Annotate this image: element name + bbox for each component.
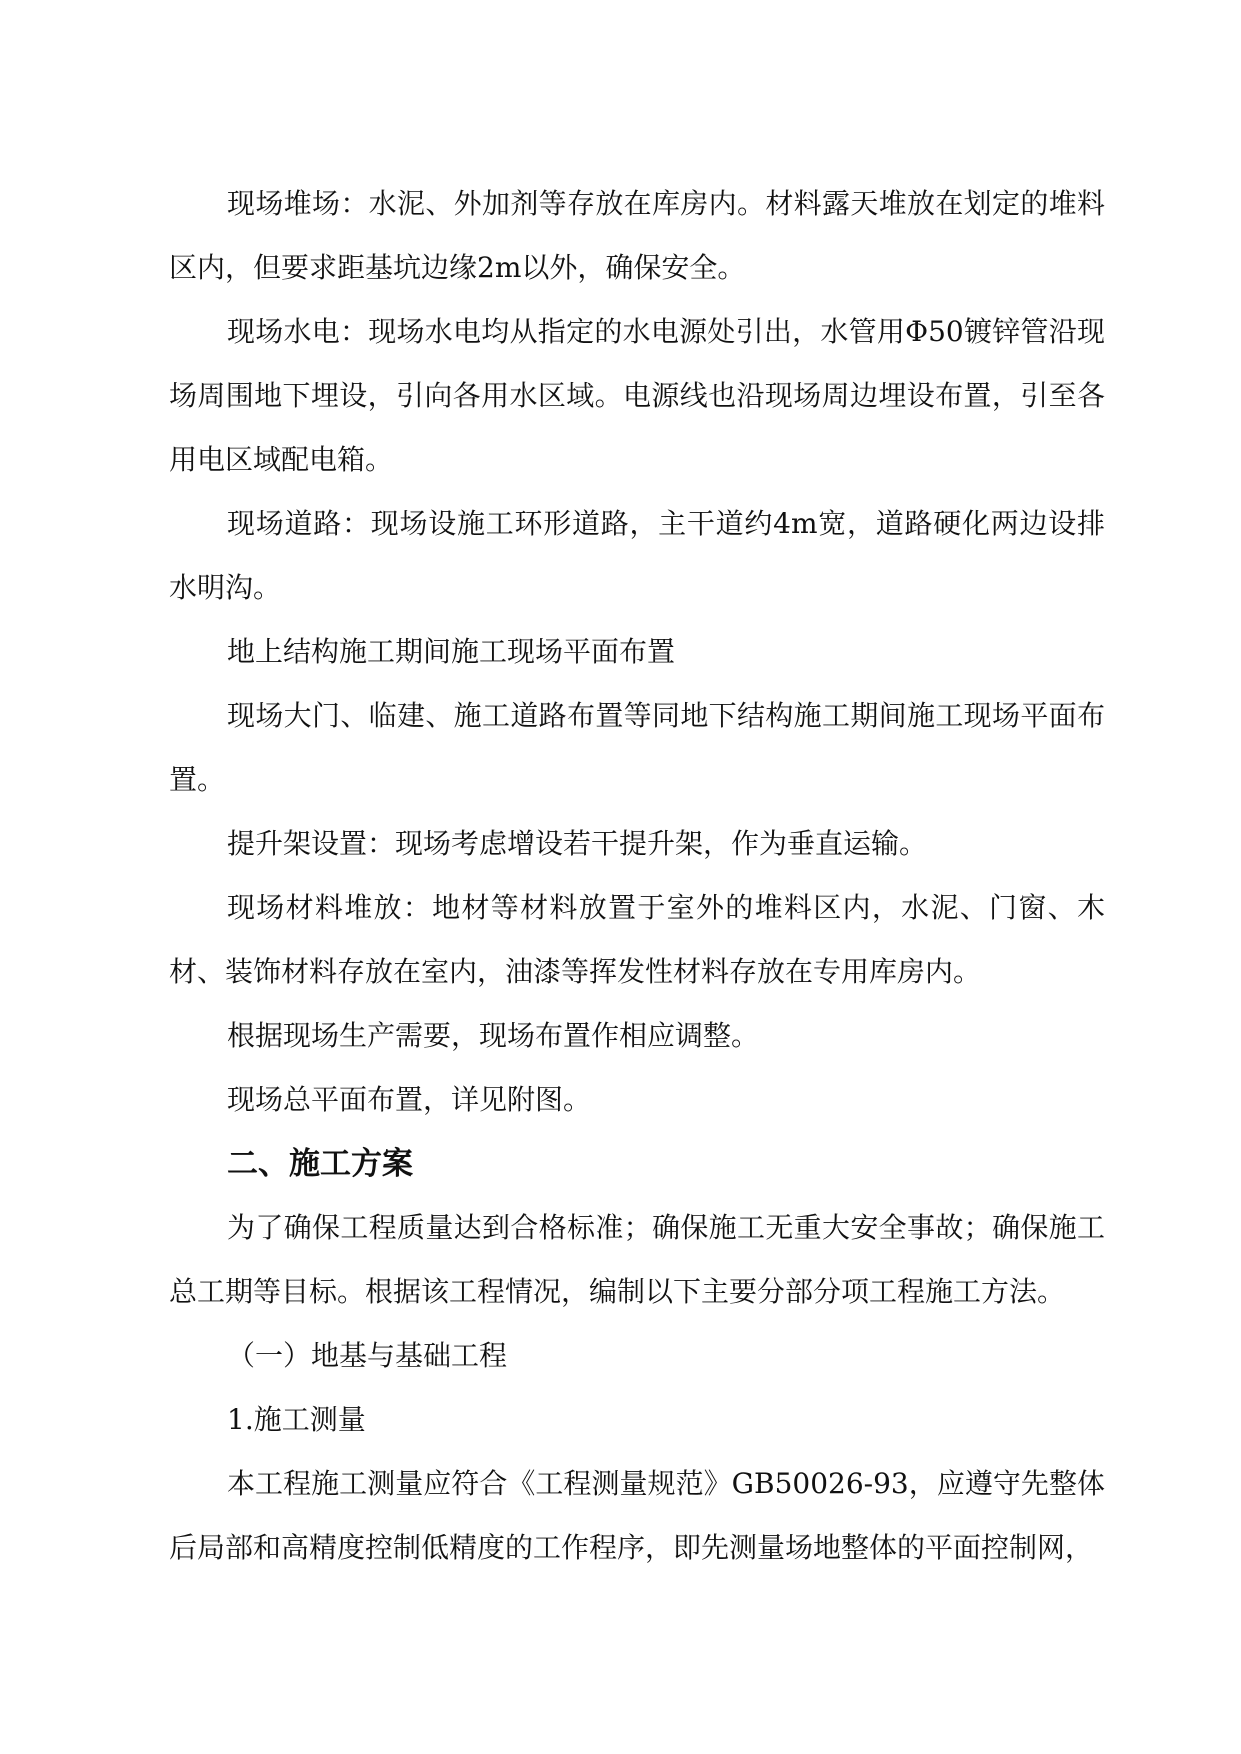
paragraph-site-utilities: 现场水电：现场水电均从指定的水电源处引出，水管用Φ50镀锌管沿现场周围地下埋设，引向各用水区域。电源线也沿现场周边埋设布置，引至各用电区域配电箱。 (169, 315, 1105, 476)
section-heading: 二、施工方案 (227, 1146, 413, 1182)
subheading-foundation-works: （一）地基与基础工程 (227, 1339, 508, 1372)
subheading-construction-survey: 1.施工测量 (227, 1403, 366, 1436)
paragraph-site-storage: 现场堆场：水泥、外加剂等存放在库房内。材料露天堆放在划定的堆料区内，但要求距基坑边缘2m以外，确保安全。 (169, 187, 1105, 284)
document-body (169, 172, 1105, 1580)
paragraph-layout-adjustment: 根据现场生产需要，现场布置作相应调整。 (227, 1019, 760, 1052)
paragraph-survey-standard: 本工程施工测量应符合《工程测量规范》GB50026-93，应遵守先整体后局部和高精度控制低精度的工作程序，即先测量场地整体的平面控制网， (169, 1467, 1105, 1564)
paragraph-general-layout: 现场总平面布置，详见附图。 (227, 1083, 592, 1116)
paragraph-gate-temporary-buildings: 现场大门、临建、施工道路布置等同地下结构施工期间施工现场平面布置。 (169, 699, 1105, 796)
paragraph-above-ground-layout: 地上结构施工期间施工现场平面布置 (227, 635, 676, 668)
paragraph-construction-goals: 为了确保工程质量达到合格标准；确保施工无重大安全事故；确保施工总工期等目标。根据该工程情况，编制以下主要分部分项工程施工方法。 (169, 1211, 1105, 1308)
paragraph-hoist-setup: 提升架设置：现场考虑增设若干提升架，作为垂直运输。 (227, 827, 928, 860)
paragraph-site-roads: 现场道路：现场设施工环形道路，主干道约4m宽，道路硬化两边设排水明沟。 (169, 507, 1105, 604)
paragraph-material-stacking: 现场材料堆放：地材等材料放置于室外的堆料区内，水泥、门窗、木材、装饰材料存放在室内，油漆等挥发性材料存放在专用库房内。 (169, 891, 1105, 988)
